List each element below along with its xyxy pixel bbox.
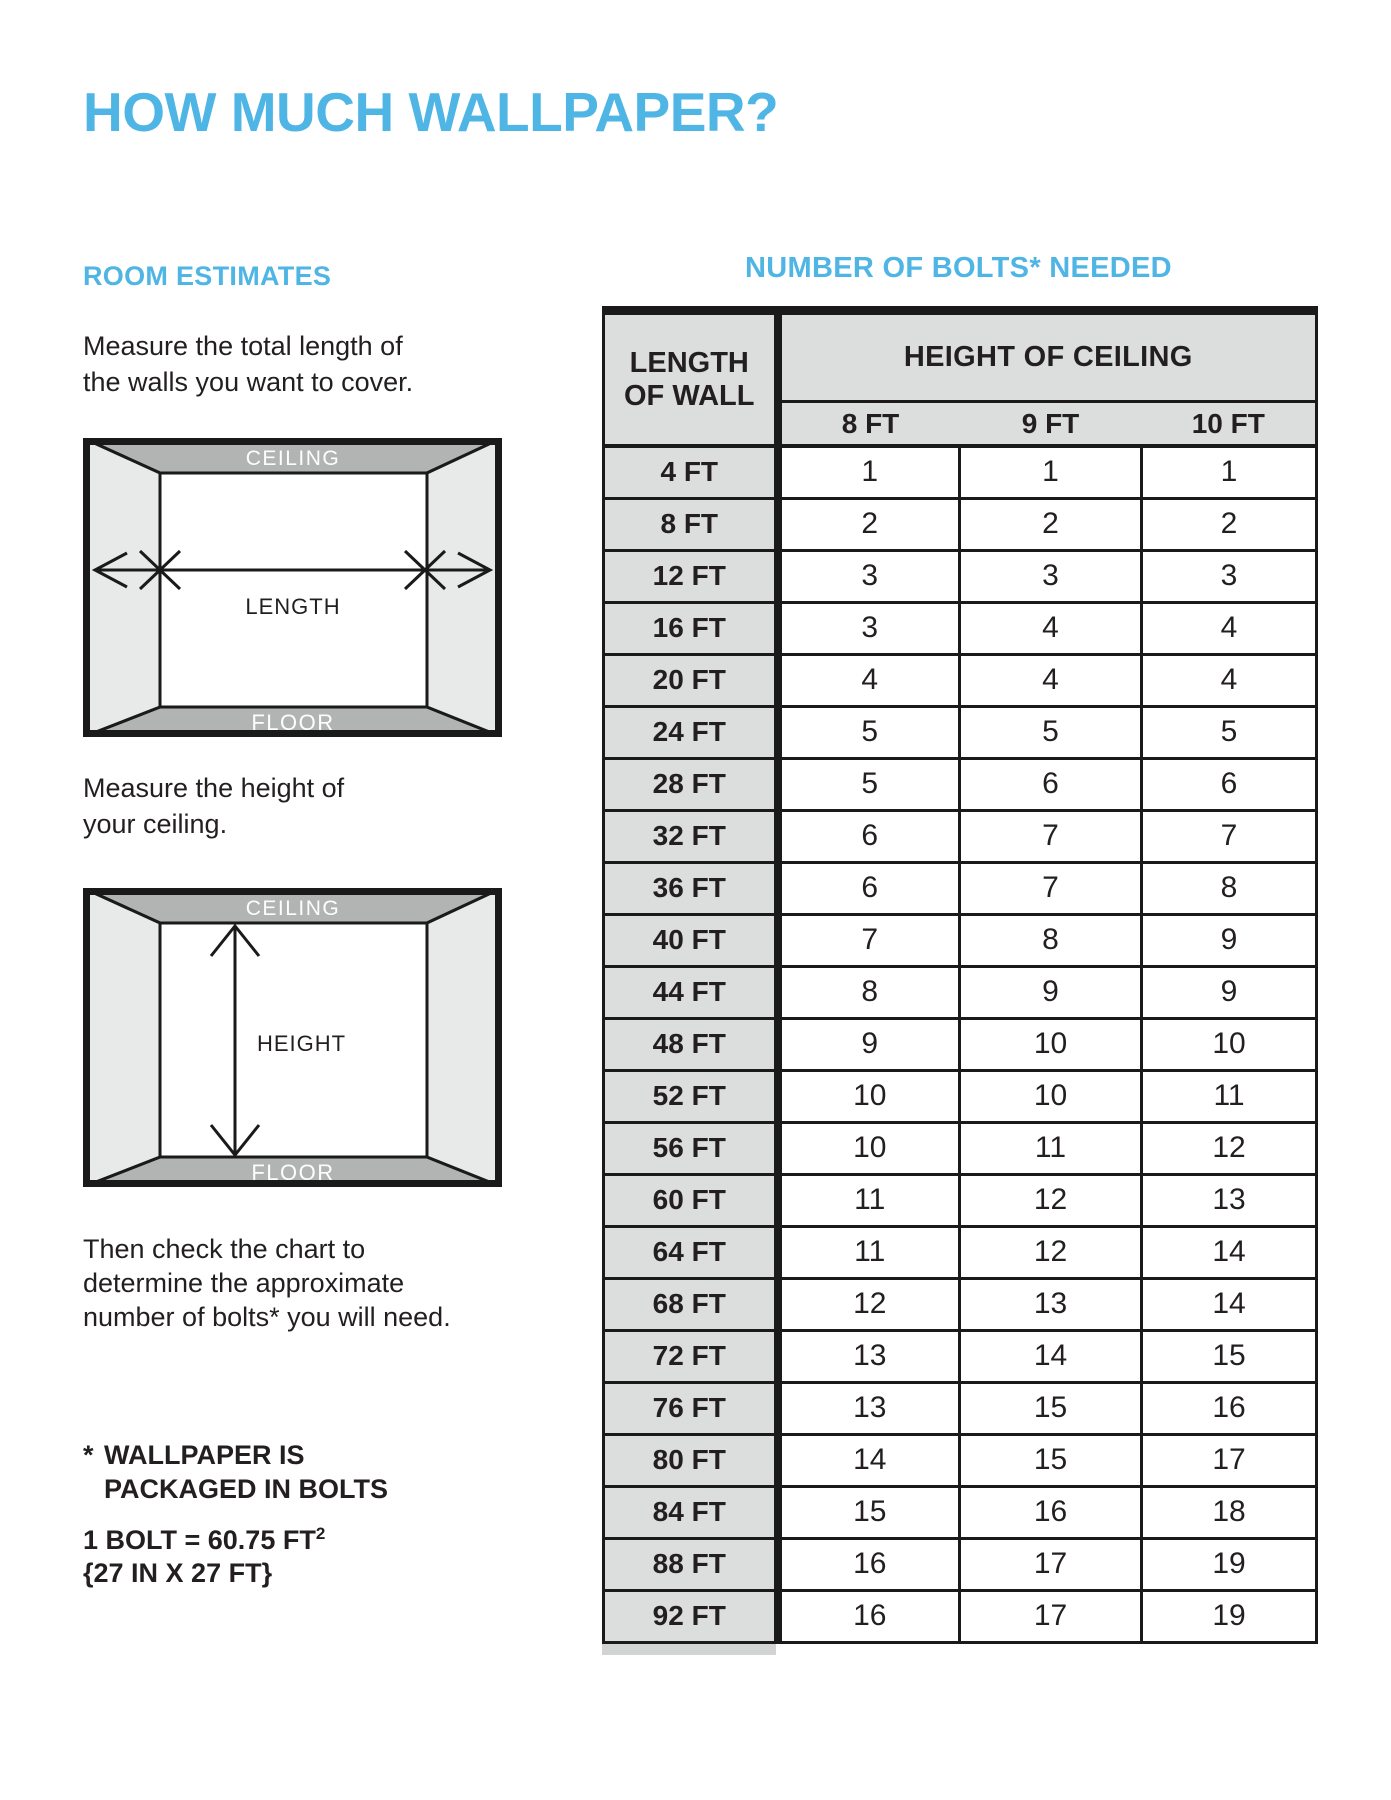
bolt-equation: [83, 1524, 325, 1557]
bolt-count-cell: 9: [1142, 914, 1317, 966]
bolt-count-cell: 11: [1142, 1070, 1317, 1122]
instruction-check-chart: [83, 1232, 451, 1334]
bolt-count-cell: 6: [778, 810, 960, 862]
bolt-count-cell: 4: [960, 654, 1142, 706]
table-row: [604, 706, 1317, 758]
table-row: [604, 446, 1317, 498]
bolt-count-cell: 3: [778, 602, 960, 654]
bolt-count-cell: 15: [778, 1486, 960, 1538]
wall-length-label: 72 FT: [604, 1330, 778, 1382]
col-header-9ft: 9 FT: [960, 402, 1142, 447]
bolt-count-cell: 12: [960, 1174, 1142, 1226]
bolt-count-cell: 11: [778, 1174, 960, 1226]
footnote-asterisk: *: [83, 1440, 94, 1470]
bolt-count-cell: 6: [778, 862, 960, 914]
instruction-line: your ceiling.: [83, 809, 228, 839]
bolt-count-cell: 13: [1142, 1174, 1317, 1226]
table-row: [604, 654, 1317, 706]
bolt-count-cell: 5: [960, 706, 1142, 758]
bolt-count-cell: 7: [960, 862, 1142, 914]
bolt-count-cell: 17: [960, 1590, 1142, 1642]
length-of-wall-header: [604, 311, 778, 447]
bolt-count-cell: 14: [1142, 1278, 1317, 1330]
table-row: [604, 1434, 1317, 1486]
bolt-table-section: [602, 252, 1315, 1655]
wall-length-label: 80 FT: [604, 1434, 778, 1486]
bolt-count-cell: 2: [960, 498, 1142, 550]
wall-length-label: 40 FT: [604, 914, 778, 966]
bolt-count-cell: 10: [778, 1070, 960, 1122]
bolt-count-cell: 4: [960, 602, 1142, 654]
bolt-equation-text: 1 BOLT = 60.75 FT: [83, 1525, 316, 1555]
group-header-row: [604, 311, 1317, 402]
table-row: [604, 1018, 1317, 1070]
bolt-count-cell: 3: [1142, 550, 1317, 602]
table-row: [604, 550, 1317, 602]
wall-length-label: 20 FT: [604, 654, 778, 706]
table-row: [604, 498, 1317, 550]
bolt-count-cell: 9: [778, 1018, 960, 1070]
length-of-wall-line: LENGTH: [629, 346, 749, 379]
bolt-count-cell: 17: [1142, 1434, 1317, 1486]
wall-length-label: 36 FT: [604, 862, 778, 914]
bolt-count-cell: 5: [778, 758, 960, 810]
wall-length-label: 4 FT: [604, 446, 778, 498]
bolt-count-cell: 4: [778, 654, 960, 706]
instruction-line: determine the approximate: [83, 1268, 405, 1298]
bolt-count-cell: 19: [1142, 1590, 1317, 1642]
instruction-line: Then check the chart to: [83, 1234, 366, 1264]
room-length-diagram: [83, 438, 502, 737]
bolt-count-cell: 10: [778, 1122, 960, 1174]
bolt-count-cell: 9: [960, 966, 1142, 1018]
wall-length-label: 92 FT: [604, 1590, 778, 1642]
wall-length-label: 32 FT: [604, 810, 778, 862]
bolt-count-cell: 10: [1142, 1018, 1317, 1070]
wall-length-label: 68 FT: [604, 1278, 778, 1330]
bolt-count-cell: 5: [778, 706, 960, 758]
bolt-count-cell: 9: [1142, 966, 1317, 1018]
bolt-table: [602, 306, 1318, 1644]
wall-length-label: 88 FT: [604, 1538, 778, 1590]
bolt-count-cell: 16: [960, 1486, 1142, 1538]
right-wall: [427, 438, 502, 737]
col-header-10ft: 10 FT: [1142, 402, 1317, 447]
bolt-count-cell: 15: [960, 1434, 1142, 1486]
instruction-line: number of bolts* you will need.: [83, 1302, 451, 1332]
wall-length-label: 8 FT: [604, 498, 778, 550]
table-row: [604, 1382, 1317, 1434]
height-label: HEIGHT: [257, 1031, 347, 1056]
bolt-count-cell: 18: [1142, 1486, 1317, 1538]
table-row: [604, 862, 1317, 914]
table-row: [604, 914, 1317, 966]
bolt-count-cell: 17: [960, 1538, 1142, 1590]
length-of-wall-line: OF WALL: [624, 379, 755, 412]
footnote-line: WALLPAPER IS: [104, 1440, 305, 1470]
bolt-count-cell: 11: [960, 1122, 1142, 1174]
back-wall: [160, 473, 427, 707]
table-bottom-strip: [602, 1644, 776, 1655]
table-row: [604, 1486, 1317, 1538]
bolt-equation-exponent: 2: [315, 1524, 326, 1543]
bolt-count-cell: 1: [778, 446, 960, 498]
bolt-count-cell: 6: [1142, 758, 1317, 810]
bolt-count-cell: 3: [960, 550, 1142, 602]
wall-length-label: 76 FT: [604, 1382, 778, 1434]
bolt-count-cell: 7: [1142, 810, 1317, 862]
table-row: [604, 1330, 1317, 1382]
wall-length-label: 28 FT: [604, 758, 778, 810]
bolt-count-cell: 12: [778, 1278, 960, 1330]
height-of-ceiling-header: HEIGHT OF CEILING: [778, 311, 1317, 402]
wall-length-label: 48 FT: [604, 1018, 778, 1070]
table-row: [604, 1122, 1317, 1174]
table-row: [604, 1174, 1317, 1226]
bolt-count-cell: 12: [1142, 1122, 1317, 1174]
instruction-measure-height: [83, 770, 344, 842]
bolt-count-cell: 11: [778, 1226, 960, 1278]
room-height-diagram: [83, 888, 502, 1187]
instruction-line: Measure the height of: [83, 773, 345, 803]
table-row: [604, 1226, 1317, 1278]
bolts-needed-heading: NUMBER OF BOLTS* NEEDED: [745, 252, 1172, 284]
page-title: HOW MUCH WALLPAPER?: [83, 81, 779, 143]
bolt-count-cell: 1: [960, 446, 1142, 498]
wall-length-label: 64 FT: [604, 1226, 778, 1278]
length-label: LENGTH: [245, 594, 341, 619]
table-row: [604, 966, 1317, 1018]
table-row: [604, 1070, 1317, 1122]
bolt-count-cell: 7: [960, 810, 1142, 862]
bolt-count-cell: 6: [960, 758, 1142, 810]
table-row: [604, 602, 1317, 654]
bolt-count-cell: 2: [1142, 498, 1317, 550]
left-wall: [83, 438, 160, 737]
wall-length-label: 16 FT: [604, 602, 778, 654]
bolt-count-cell: 16: [778, 1538, 960, 1590]
table-row: [604, 1590, 1317, 1642]
floor-label: FLOOR: [251, 1160, 335, 1185]
bolt-count-cell: 16: [778, 1590, 960, 1642]
bolt-count-cell: 13: [778, 1382, 960, 1434]
bolt-count-cell: 7: [778, 914, 960, 966]
bolt-count-cell: 10: [960, 1070, 1142, 1122]
bolt-count-cell: 14: [1142, 1226, 1317, 1278]
bolt-count-cell: 5: [1142, 706, 1317, 758]
bolt-count-cell: 10: [960, 1018, 1142, 1070]
ceiling-label: CEILING: [245, 447, 341, 470]
bolt-count-cell: 12: [960, 1226, 1142, 1278]
bolt-count-cell: 1: [1142, 446, 1317, 498]
bolt-count-cell: 3: [778, 550, 960, 602]
instruction-line: Measure the total length of: [83, 331, 403, 361]
bolt-count-cell: 8: [1142, 862, 1317, 914]
wall-length-label: 24 FT: [604, 706, 778, 758]
bolt-dimensions: {27 IN X 27 FT}: [83, 1558, 273, 1588]
floor-label: FLOOR: [251, 710, 335, 735]
room-estimates-heading: ROOM ESTIMATES: [83, 261, 332, 291]
wall-length-label: 56 FT: [604, 1122, 778, 1174]
bolt-count-cell: 16: [1142, 1382, 1317, 1434]
col-header-8ft: 8 FT: [778, 402, 960, 447]
bolt-count-cell: 14: [960, 1330, 1142, 1382]
bolt-count-cell: 14: [778, 1434, 960, 1486]
table-row: [604, 1538, 1317, 1590]
instruction-measure-length: [83, 328, 413, 400]
ceiling-label: CEILING: [245, 897, 341, 920]
bolt-count-cell: 15: [1142, 1330, 1317, 1382]
bolt-table-body: [604, 446, 1317, 1642]
table-row: [604, 758, 1317, 810]
left-wall: [83, 888, 160, 1187]
bolt-count-cell: 13: [960, 1278, 1142, 1330]
wall-length-label: 52 FT: [604, 1070, 778, 1122]
wall-length-label: 60 FT: [604, 1174, 778, 1226]
wall-length-label: 12 FT: [604, 550, 778, 602]
bolt-count-cell: 2: [778, 498, 960, 550]
table-row: [604, 1278, 1317, 1330]
bolt-count-cell: 15: [960, 1382, 1142, 1434]
bolt-count-cell: 13: [778, 1330, 960, 1382]
right-wall: [427, 888, 502, 1187]
footnote-line: PACKAGED IN BOLTS: [104, 1474, 389, 1504]
bolt-count-cell: 8: [960, 914, 1142, 966]
wall-length-label: 84 FT: [604, 1486, 778, 1538]
footnote-text: [104, 1438, 388, 1506]
bolt-count-cell: 4: [1142, 602, 1317, 654]
wallpaper-bolts-footnote: [83, 1438, 388, 1506]
bolt-count-cell: 19: [1142, 1538, 1317, 1590]
bolt-count-cell: 8: [778, 966, 960, 1018]
bolt-size-note: [83, 1524, 325, 1590]
table-row: [604, 810, 1317, 862]
instruction-line: the walls you want to cover.: [83, 367, 414, 397]
bolt-count-cell: 4: [1142, 654, 1317, 706]
wall-length-label: 44 FT: [604, 966, 778, 1018]
